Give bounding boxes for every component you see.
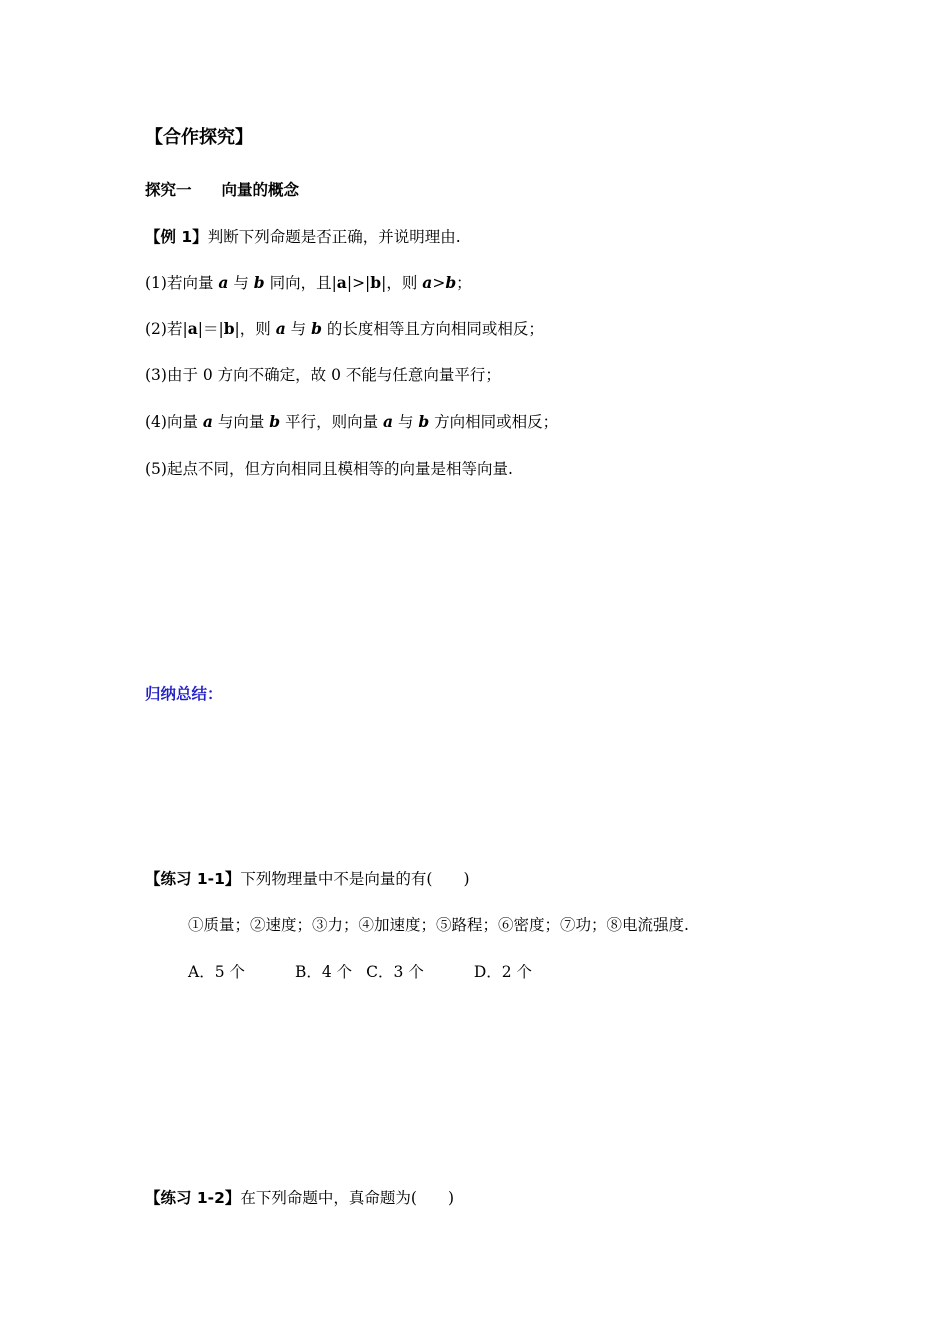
- text-run: 与: [285, 320, 312, 338]
- text-run: |>|: [346, 274, 371, 292]
- vector-symbol: b: [223, 319, 235, 338]
- text-run: |＝|: [197, 320, 224, 338]
- vector-symbol: a: [202, 412, 213, 431]
- vector-symbol: a: [336, 273, 347, 292]
- option-d: D．2 个: [473, 963, 533, 981]
- text-run: |，则: [381, 274, 423, 292]
- proposition-4: [145, 411, 558, 433]
- text-run: 与向量: [212, 413, 270, 431]
- vector-symbol: a: [218, 273, 229, 292]
- text-run: (3)由于 0 方向不确定，故 0 不能与任意向量平行；: [145, 366, 501, 384]
- vector-symbol: b: [418, 412, 430, 431]
- vector-symbol: b: [445, 273, 457, 292]
- exercise-1-2-tag: 【练习 1-2】: [145, 1189, 241, 1207]
- text-run: (4)向量: [145, 413, 203, 431]
- summary-label: 归纳总结：: [145, 685, 223, 703]
- example-1-text: 判断下列命题是否正确，并说明理由.: [207, 228, 461, 246]
- text-run: |，则: [234, 320, 276, 338]
- text-run: 与: [393, 413, 419, 431]
- vector-symbol: a: [422, 273, 433, 292]
- inquiry-label: 探究一: [145, 181, 192, 199]
- vector-symbol: b: [269, 412, 281, 431]
- exercise-1-2-prompt: [145, 1187, 454, 1209]
- proposition-5: [145, 458, 513, 480]
- option-a: A．5 个: [188, 963, 245, 981]
- text-run: 平行，则向量: [280, 413, 383, 431]
- example-1-tag: 【例 1】: [145, 228, 208, 246]
- exercise-1-2-text: 在下列命题中，真命题为( ): [240, 1189, 455, 1207]
- text-run: (5)起点不同，但方向相同且模相等的向量是相等向量.: [145, 460, 513, 478]
- text-run: 同向，且|: [264, 274, 337, 292]
- inquiry-heading: [145, 179, 299, 201]
- inquiry-title: 向量的概念: [221, 181, 300, 199]
- exercise-1-1-list: ①质量；②速度；③力；④加速度；⑤路程；⑥密度；⑦功；⑧电流强度.: [188, 916, 689, 934]
- text-run: ；: [456, 274, 472, 292]
- text-run: 的长度相等且方向相同或相反；: [321, 320, 544, 338]
- vector-symbol: b: [311, 319, 322, 338]
- vector-symbol: b: [370, 273, 382, 292]
- example-1-prompt: [145, 226, 461, 248]
- exercise-1-1-prompt: [145, 868, 470, 890]
- vector-symbol: a: [275, 319, 286, 338]
- proposition-2: [145, 318, 544, 340]
- exercise-1-1-text: 下列物理量中不是向量的有( ): [240, 870, 470, 888]
- text-run: (1)若向量: [145, 274, 219, 292]
- exercise-1-1-options: [188, 961, 532, 983]
- text-run: 与: [228, 274, 254, 292]
- proposition-3: [145, 364, 501, 386]
- exercise-1-1-tag: 【练习 1-1】: [145, 870, 241, 888]
- option-b: B．4 个: [294, 963, 353, 981]
- proposition-1: [145, 272, 472, 294]
- text-run: >: [432, 274, 446, 292]
- section-title: 【合作探究】: [145, 127, 253, 148]
- text-run: (2)若|: [145, 320, 188, 338]
- option-c: C．3 个: [366, 963, 424, 981]
- vector-symbol: a: [187, 319, 198, 338]
- vector-symbol: a: [383, 412, 394, 431]
- vector-symbol: b: [253, 273, 265, 292]
- text-run: 方向相同或相反；: [429, 413, 559, 431]
